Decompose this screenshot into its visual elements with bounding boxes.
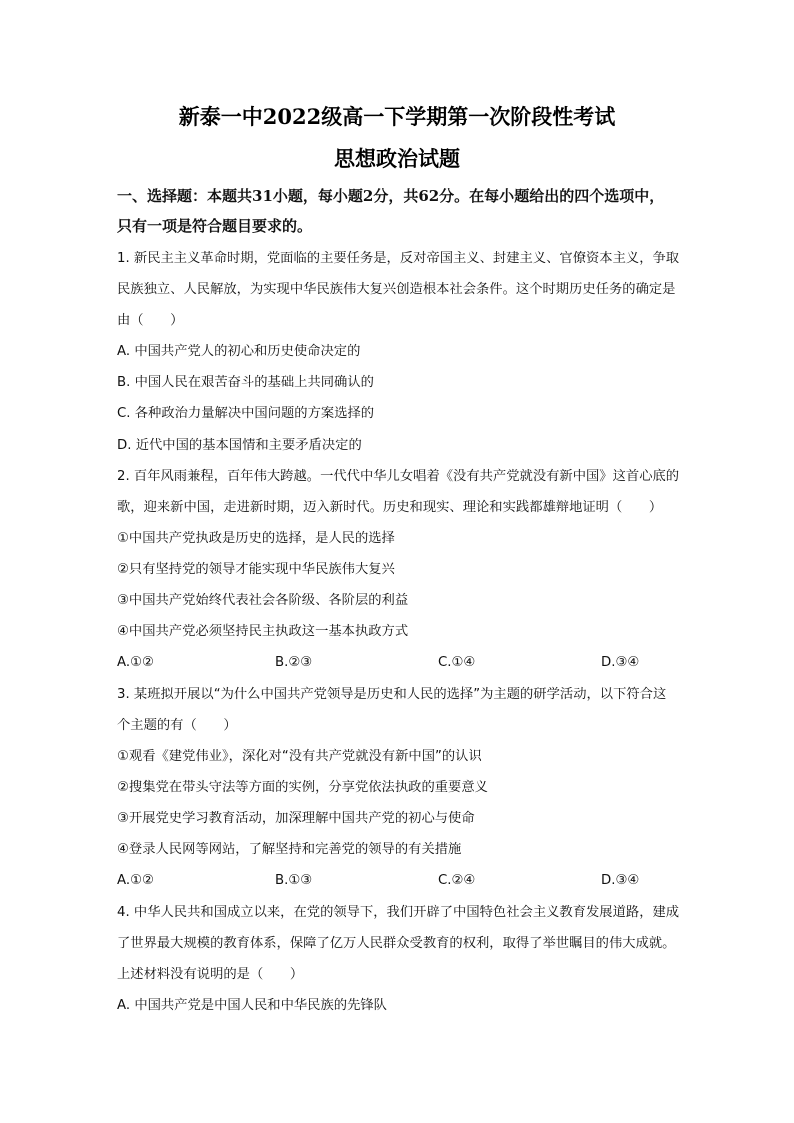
- q3-item-2: ②搜集党在带头守法等方面的实例，分享党依法执政的重要意义: [117, 780, 488, 795]
- q1-option-b[interactable]: [117, 373, 374, 393]
- exam-title: 新泰一中2022级高一下学期第一次阶段性考试: [178, 104, 616, 129]
- option-letter-c: C.: [438, 655, 452, 670]
- q4-stem-text1: 中华人民共和国成立以来，在党的领导下，我们开辟了中国特色社会主义教育发展道路，建成: [133, 905, 680, 920]
- q3-option-d[interactable]: [601, 871, 639, 891]
- q3-option-d-text: ③④: [615, 873, 640, 888]
- q2-item-4: ④中国共产党必须坚持民主执政这一基本执政方式: [117, 624, 409, 639]
- q2-number: 2.: [117, 469, 130, 484]
- q1-option-d[interactable]: [117, 436, 362, 456]
- q1-stem-text1: 新民主主义革命时期，党面临的主要任务是，反对帝国主义、封建主义、官僚资本主义，争取: [133, 251, 680, 266]
- q4-number: 4.: [117, 905, 130, 920]
- q1-option-d-text: 近代中国的基本国情和主要矛盾决定的: [135, 438, 362, 453]
- q3-item-3: ③开展党史学习教育活动，加深理解中国共产党的初心与使命: [117, 811, 475, 826]
- q1-option-b-text: 中国人民在艰苦奋斗的基础上共同确认的: [134, 375, 374, 390]
- q3-item-4: ④登录人民网等网站，了解坚持和完善党的领导的有关措施: [117, 842, 462, 857]
- q4-option-a[interactable]: [117, 996, 387, 1016]
- q2-item-2: ②只有坚持党的领导才能实现中华民族伟大复兴: [117, 562, 395, 577]
- q2-option-a-text: ①②: [130, 655, 154, 670]
- option-letter-b: B.: [117, 375, 131, 390]
- q4-stem-line2: 了世界最大规模的教育体系，保障了亿万人民群众受教育的权利，取得了举世瞩目的伟大成就。: [117, 936, 676, 951]
- q1-stem-line1: [117, 249, 679, 269]
- option-letter-d: D.: [601, 873, 616, 888]
- exam-subtitle: 思想政治试题: [334, 146, 460, 171]
- option-letter-a: A.: [117, 344, 131, 359]
- section-heading-line1: 一、选择题：本题共31小题，每小题2分，共62分。在每小题给出的四个选项中，: [117, 187, 665, 205]
- q1-stem-line2: 民族独立、人民解放，为实现中华民族伟大复兴创造根本社会条件。这个时期历史任务的确定是: [117, 282, 676, 297]
- option-letter-a: A.: [117, 873, 131, 888]
- q4-stem-line3: 上述材料没有说明的是（ ）: [117, 967, 304, 982]
- option-letter-c: C.: [117, 406, 131, 421]
- q2-option-d[interactable]: [601, 653, 639, 673]
- q1-option-c[interactable]: [117, 404, 374, 424]
- option-letter-b: B.: [275, 873, 289, 888]
- q3-option-a-text: ①②: [130, 873, 154, 888]
- q2-option-a[interactable]: [117, 653, 154, 673]
- q3-stem-line1: [117, 685, 666, 705]
- q1-option-a-text: 中国共产党人的初心和历史使命决定的: [134, 344, 361, 359]
- q2-stem-line1: [117, 467, 679, 487]
- q3-option-a[interactable]: [117, 871, 154, 891]
- q3-option-c[interactable]: [438, 871, 475, 891]
- q4-stem-line1: [117, 903, 679, 923]
- q2-stem-line2: 歌，迎来新中国，走进新时期，迈入新时代。历史和现实、理论和实践都雄辩地证明（ ）: [117, 500, 663, 515]
- q2-option-c-text: ①④: [451, 655, 476, 670]
- q3-option-c-text: ②④: [451, 873, 476, 888]
- q2-option-b-text: ②③: [288, 655, 313, 670]
- section-heading-line2: 只有一项是符合题目要求的。: [117, 217, 313, 235]
- q2-option-d-text: ③④: [615, 655, 640, 670]
- q3-stem-line2: 个主题的有（ ）: [117, 718, 237, 733]
- q1-option-a[interactable]: [117, 342, 360, 362]
- q2-stem-text1: 百年风雨兼程，百年伟大跨越。一代代中华儿女唱着《没有共产党就没有新中国》这首心底的: [133, 469, 680, 484]
- q1-option-c-text: 各种政治力量解决中国问题的方案选择的: [134, 406, 375, 421]
- option-letter-c: C.: [438, 873, 452, 888]
- option-letter-b: B.: [275, 655, 289, 670]
- q3-item-1: ①观看《建党伟业》，深化对“没有共产党就没有新中国”的认识: [117, 749, 482, 764]
- q4-option-a-text: 中国共产党是中国人民和中华民族的先锋队: [134, 998, 387, 1013]
- q2-option-b[interactable]: [275, 653, 312, 673]
- q1-number: 1.: [117, 251, 130, 266]
- q2-option-c[interactable]: [438, 653, 475, 673]
- option-letter-d: D.: [117, 438, 132, 453]
- q1-stem-line3: 由（ ）: [117, 313, 184, 328]
- q3-option-b[interactable]: [275, 871, 312, 891]
- option-letter-a: A.: [117, 998, 131, 1013]
- q2-item-3: ③中国共产党始终代表社会各阶级、各阶层的利益: [117, 593, 409, 608]
- q3-option-b-text: ①③: [288, 873, 313, 888]
- option-letter-a: A.: [117, 655, 131, 670]
- q3-stem-text1: 某班拟开展以“为什么中国共产党领导是历史和人民的选择”为主题的研学活动，以下符合这: [133, 687, 667, 702]
- q2-item-1: ①中国共产党执政是历史的选择，是人民的选择: [117, 531, 395, 546]
- q3-number: 3.: [117, 687, 130, 702]
- option-letter-d: D.: [601, 655, 616, 670]
